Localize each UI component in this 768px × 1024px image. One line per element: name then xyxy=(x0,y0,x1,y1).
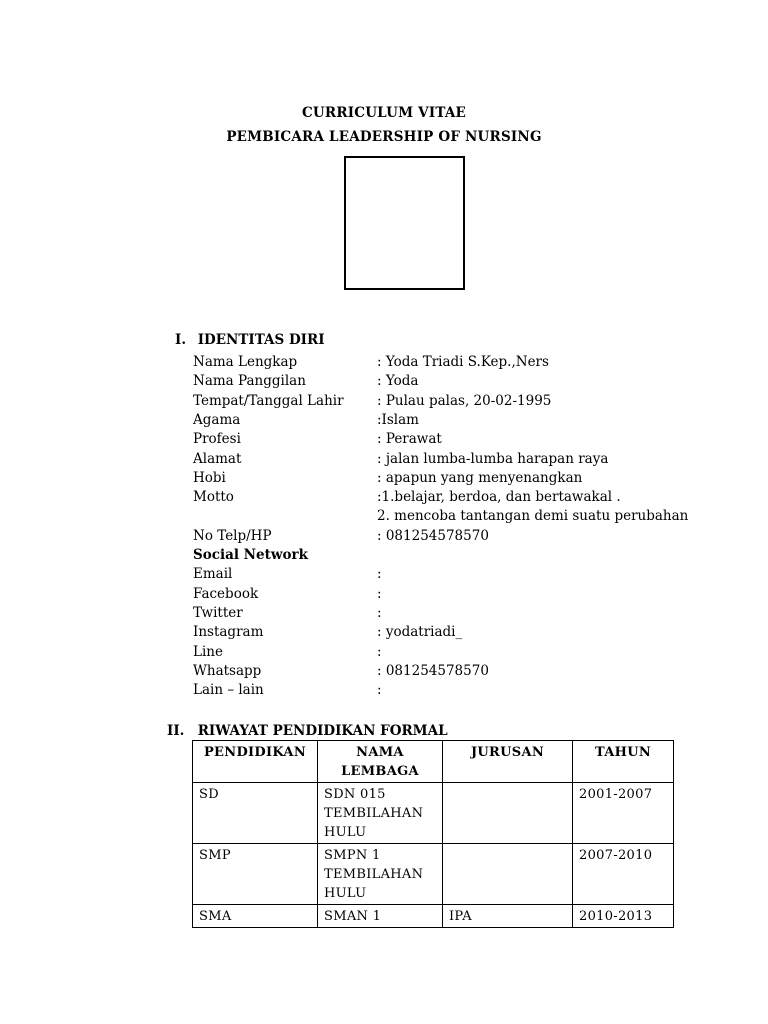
identity-label: Agama xyxy=(193,411,241,428)
identity-label: Nama Lengkap xyxy=(193,354,298,370)
identity-label: Line xyxy=(193,643,223,660)
identity-value: : xyxy=(377,566,382,583)
identity-value: : xyxy=(377,585,382,602)
identity-label: Twitter xyxy=(193,604,243,621)
identity-label: Nama Panggilan xyxy=(193,373,306,390)
identity-label: Tempat/Tanggal Lahir xyxy=(193,392,344,409)
identity-value: : Yoda xyxy=(377,373,419,390)
column-header: JURUSAN xyxy=(443,741,573,783)
column-header: NAMA LEMBAGA xyxy=(318,741,443,783)
identity-value: : jalan lumba-lumba harapan raya xyxy=(377,450,609,467)
identity-value: : apapun yang menyenangkan xyxy=(377,469,583,486)
identity-value: : xyxy=(377,604,382,621)
identity-value: :Islam xyxy=(377,411,419,428)
table-row xyxy=(193,844,674,905)
identity-label: Hobi xyxy=(193,469,226,486)
identity-value: : xyxy=(377,682,382,699)
table-row xyxy=(193,905,674,928)
table-cell: 2001-2007 xyxy=(573,783,674,844)
identity-label: Social Network xyxy=(193,547,308,563)
section-number: I. xyxy=(175,332,187,348)
identity-value: : 081254578570 xyxy=(377,527,489,544)
column-header: PENDIDIKAN xyxy=(193,741,318,783)
table-row xyxy=(193,783,674,844)
identity-value: : Pulau palas, 20-02-1995 xyxy=(377,392,552,409)
identity-label: Alamat xyxy=(193,450,242,467)
identity-label: Profesi xyxy=(193,431,241,448)
identity-value: :1.belajar, berdoa, dan bertawakal . xyxy=(377,489,621,506)
identity-label: Instagram xyxy=(193,624,264,641)
table-cell: SMAN 1 xyxy=(318,905,443,928)
identity-value: : xyxy=(377,643,382,660)
identity-label: Whatsapp xyxy=(193,662,262,679)
table-cell: SD xyxy=(193,783,318,844)
table-cell: 2010-2013 xyxy=(573,905,674,928)
identity-label: No Telp/HP xyxy=(193,527,272,544)
section-pendidikan-heading xyxy=(167,723,448,739)
table-cell: SMA xyxy=(193,905,318,928)
identity-value: : 081254578570 xyxy=(377,662,489,679)
document-title: CURRICULUM VITAE xyxy=(301,105,467,121)
section-title: IDENTITAS DIRI xyxy=(197,332,325,348)
table-cell: SMPN 1 TEMBILAHAN HULU xyxy=(318,844,443,905)
identity-value: : yodatriadi_ xyxy=(377,624,463,641)
photo-placeholder xyxy=(344,156,465,290)
column-header: TAHUN xyxy=(573,741,674,783)
identity-value: 2. mencoba tantangan demi suatu perubahan xyxy=(377,508,689,525)
identity-value: : Perawat xyxy=(377,431,442,448)
table-cell: SDN 015 TEMBILAHAN HULU xyxy=(318,783,443,844)
table-cell xyxy=(443,844,573,905)
table-cell: IPA xyxy=(443,905,573,928)
identity-value: : Yoda Triadi S.Kep.,Ners xyxy=(377,354,549,370)
table-header-row xyxy=(193,741,674,783)
table-cell xyxy=(443,783,573,844)
identity-label: Facebook xyxy=(193,585,259,602)
document-subtitle: PEMBICARA LEADERSHIP OF NURSING xyxy=(226,129,542,145)
identity-label: Email xyxy=(193,566,233,583)
education-table xyxy=(192,740,674,928)
section-title: RIWAYAT PENDIDIKAN FORMAL xyxy=(197,723,448,739)
section-identitas-heading xyxy=(175,332,325,348)
section-number: II. xyxy=(167,723,185,739)
table-cell: 2007-2010 xyxy=(573,844,674,905)
table-cell: SMP xyxy=(193,844,318,905)
identity-label: Motto xyxy=(193,489,234,506)
identity-label: Lain – lain xyxy=(193,682,264,699)
